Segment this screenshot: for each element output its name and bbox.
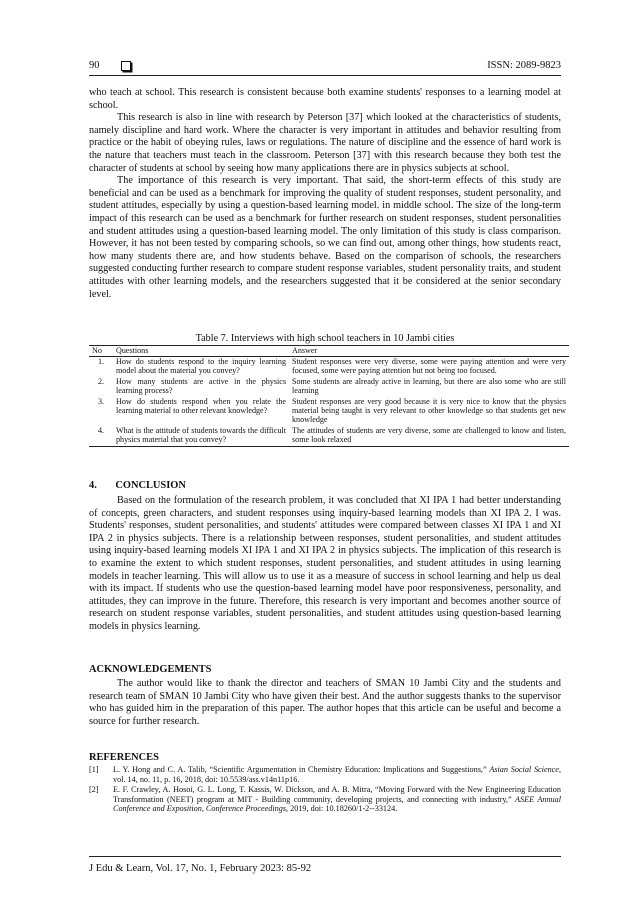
reference-venue: ASEE Annual Conference and Exposition, Conference Proceedings	[113, 794, 562, 814]
row-question: How do students respond to the inquiry learning model about the material you convey?	[116, 357, 286, 376]
row-question: What is the attitude of students towards the difficult physics material that you convey?	[113, 426, 289, 446]
section-title: CONCLUSION	[115, 480, 186, 491]
table-row	[89, 377, 569, 397]
footer-rule	[89, 856, 561, 857]
reference-text: L. Y. Hong and C. A. Talib, “Scientific Argumentation in Chemistry Education: Implications and Suggestions,”	[113, 765, 487, 774]
section-number: 4.	[89, 480, 97, 491]
reference-venue: Asian Social Science	[489, 765, 559, 774]
paragraph: The author would like to thank the director and teachers of SMAN 10 Jambi City and the students and research team of SMAN 10 Jambi City who have given their best. And the author suggests thanks to the supervisor who has guided him in the preparation of this paper. The author hopes that this article can be useful and become a source for further research.	[89, 678, 561, 727]
acknowledgements-heading: ACKNOWLEDGEMENTS	[89, 664, 212, 675]
col-questions: Questions	[113, 346, 289, 357]
reference-item	[89, 765, 561, 784]
conclusion-heading	[89, 480, 186, 491]
header-rule	[89, 75, 561, 76]
row-number: 1.	[97, 357, 105, 366]
references-heading: REFERENCES	[89, 752, 159, 763]
col-answer: Answer	[289, 346, 569, 357]
table-row	[89, 426, 569, 446]
row-number: 3.	[97, 396, 105, 406]
journal-box-icon	[121, 61, 131, 71]
references-list	[89, 765, 561, 815]
col-no: No	[89, 346, 113, 357]
page-number: 90	[89, 60, 100, 71]
row-number: 4.	[89, 426, 113, 446]
reference-text: E. F. Crawley, A. Hosoi, G. L. Long, T. Kassis, W. Dickson, and A. B. Mitra, “Moving Forward with the New Engineering Education Transformation (NEET) program at MIT - Building community, developing projects, and connecting with industry,”	[113, 785, 561, 804]
page-header	[89, 60, 561, 74]
reference-details: , vol. 14, no. 11, p. 16, 2018, doi: 10.5539/ass.v14n11p16.	[113, 765, 561, 784]
row-answer: Student responses are very good because it is very nice to know that the physics material being taught is very relevant to other knowledge so that students get new knowledge	[292, 396, 566, 425]
table-row	[89, 397, 569, 426]
acknowledgements-text	[89, 678, 561, 728]
table-caption: Table 7. Interviews with high school teachers in 10 Jambi cities	[195, 333, 455, 344]
row-question: How do students respond when you relate the learning material to other relevant knowledge?	[116, 396, 286, 416]
discussion-text	[89, 87, 561, 301]
row-answer: Student responses were very diverse, some were paying attention and were very focused, some were paying attention but not being too focused.	[292, 357, 566, 376]
interview-table	[89, 345, 569, 447]
paragraph: who teach at school. This research is consistent because both examine students' responses to a learning model at school.	[89, 87, 561, 111]
row-question: How many students are active in the physics learning process?	[116, 376, 286, 396]
reference-number: [2]	[89, 785, 99, 795]
paragraph: This research is also in line with research by Peterson [37] which looked at the characteristics of students, namely discipline and hard work. Where the character is very important in attitudes and behavior resulting from practice or the habit of obeying rules, laws or regulations. The nature of discipline and the essence of hard work is the nature that teachers must teach in the classroom. Peterson [37] with this research because they both test the character of students at school by seeing how many applications there are in physics subjects at school.	[89, 112, 561, 174]
reference-details: , 2019, doi: 10.18260/1-2--33124.	[286, 804, 398, 814]
row-number: 2.	[97, 376, 105, 386]
paragraph: The importance of this research is very important. That said, the short-term effects of this study are beneficial and can be used as a benchmark for improving the quality of student responses, student personality, and student attitudes, especially by using a question-based learning model. in middle school. The size of the long-term impact of this research can be used as a benchmark for further research on student responses, student personalities and student attitudes using a question-based learning model. The only limitation of this study is class comparison. However, it has not been tested by comparing schools, so we can find out, among other things, how students react, how many students there are, and how students behave. Based on the comparison of schools, the researchers suggested conducting further research to compare student response variables, student personality traits, and student attitudes with other learning models, and the researchers suggested that it be considered at the senior secondary level.	[89, 175, 561, 300]
issn: ISSN: 2089-9823	[487, 60, 561, 71]
reference-number: [1]	[89, 765, 99, 774]
row-answer: The attitudes of students are very diverse, some are challenged to know and listen, some look relaxed	[289, 426, 569, 446]
paragraph: Based on the formulation of the research problem, it was concluded that XI IPA 1 had better understanding of concepts, green characters, and student responses using inquiry-based learning models than XI IPA 2. I was. Students' responses, student personalities, and students' attitudes were compared between classes XI IPA 1 and XI IPA 2 in physics subjects. There is a relationship between responses, student personalities, and student attitudes using inquiry-based learning models XI IPA 1 and XI IPA 2 in physics subjects. The implication of this research is to examine the extent to which student responses, student personalities, and student attitudes in using learning models in teacher learning. This will allow us to use it as a measure of success in school learning and help us deal with its impact. If students who use the question-based learning model have poor responsiveness, personality, and attitudes, they can improve in the future. Therefore, this research is very important and becomes another source of research on student response variables, student personalities, and student attitudes using question-based learning models in physics learning.	[89, 495, 561, 632]
conclusion-text	[89, 495, 561, 634]
table-header-row	[89, 346, 569, 357]
table-row	[89, 357, 569, 377]
reference-item	[89, 785, 561, 814]
page-footer: J Edu & Learn, Vol. 17, No. 1, February 2023: 85-92	[89, 863, 312, 874]
row-answer: Some students are already active in learning, but there are also some who are still learning	[292, 376, 566, 396]
